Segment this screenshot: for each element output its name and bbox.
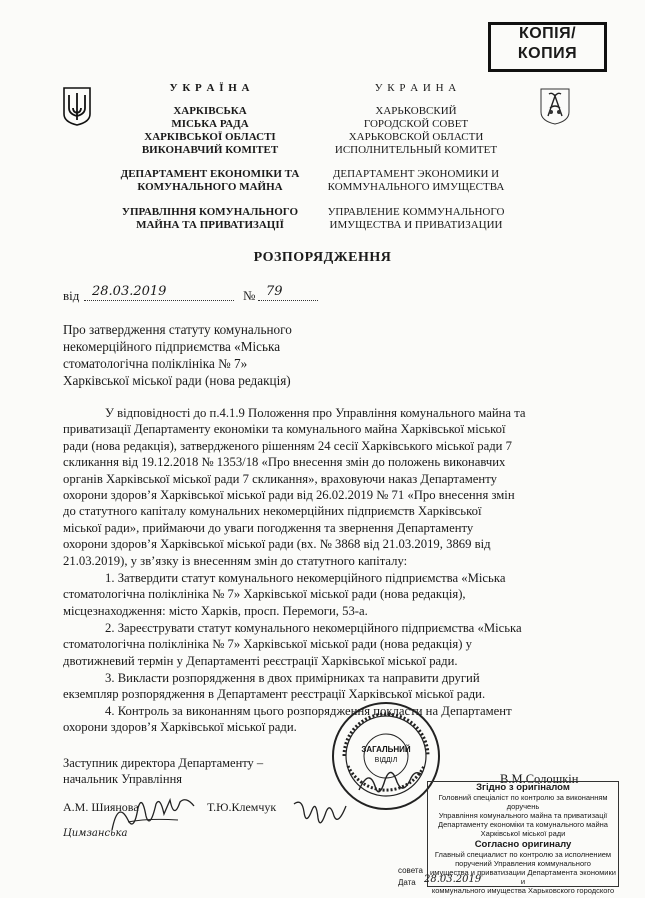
header-left-dept-2: КОМУНАЛЬНОГО МАЙНА bbox=[137, 181, 283, 193]
item-1-line: місцезнаходження: місто Харків, просп. Перемоги, 53-а. bbox=[63, 603, 368, 618]
item-2-line: 2. Зареєструвати статут комунального некомерційного підприємства «Міська bbox=[105, 621, 522, 635]
item-4-line: 4. Контроль за виконанням цього розпорядження покласти на Департамент bbox=[105, 704, 512, 718]
date-value: 28.03.2019 bbox=[92, 284, 167, 299]
body-line: ради (нова редакція), затвердженого рішенням 24 сесії Харківського міської ради 7 bbox=[63, 438, 512, 453]
header-right-country: У К Р А И Н А bbox=[374, 82, 458, 94]
subject-line: стоматологічна поліклініка № 7» bbox=[63, 356, 248, 371]
item-3 bbox=[63, 670, 583, 703]
header-left-council-1: ХАРКІВСЬКА bbox=[173, 105, 247, 117]
subject-line: Харківської міської ради (нова редакція) bbox=[63, 373, 291, 388]
header-right-dept-1: ДЕПАРТАМЕНТ ЭКОНОМИКИ И bbox=[332, 168, 500, 180]
body-line: У відповідності до п.4.1.9 Положення про Управління комунального майна та bbox=[105, 406, 526, 420]
signer-name: В.М.Солошкін bbox=[500, 772, 579, 786]
body-line: приватизації Департаменту економіки та комунального майна Харківської міської bbox=[63, 422, 506, 437]
trident-emblem bbox=[62, 86, 92, 126]
header-right-office-2: ИМУЩЕСТВА И ПРИВАТИЗАЦИИ bbox=[329, 219, 503, 231]
header-left-council-4: ВИКОНАВЧИЙ КОМІТЕТ bbox=[141, 144, 279, 156]
header-left-office-2: МАЙНА ТА ПРИВАТИЗАЦІЇ bbox=[136, 219, 284, 231]
header-right-office-1: УПРАВЛЕНИЕ КОММУНАЛЬНОГО bbox=[327, 206, 505, 218]
header-left bbox=[110, 82, 310, 232]
verify-sign-label: совета bbox=[398, 866, 423, 875]
verify-title-1: Згідно з оригіналом bbox=[476, 782, 570, 793]
header-right-council-1: ХАРЬКОВСКИЙ bbox=[375, 105, 457, 117]
approver-1: А.М. Шиянова bbox=[63, 800, 139, 814]
date-label: від bbox=[63, 288, 80, 303]
number-value: 79 bbox=[266, 284, 283, 299]
copy-stamp-line-2: КОПИЯ bbox=[517, 45, 578, 62]
verify-title-2: Согласно оригиналу bbox=[474, 839, 572, 850]
round-stamp-center-2: ВІДДІЛ bbox=[374, 757, 398, 764]
body-line: міської ради», приймаючи до уваги погодження та звернення Департаменту bbox=[63, 520, 474, 535]
header-right-council-3: ХАРЬКОВСКОЙ ОБЛАСТИ bbox=[348, 131, 484, 143]
signer-position-line: Заступник директора Департаменту – bbox=[63, 756, 264, 770]
item-4-line: охорони здоров’я Харківської міської ради. bbox=[63, 720, 297, 735]
kharkiv-emblem bbox=[538, 86, 572, 126]
verify-date-value: 28.03.2019 bbox=[424, 874, 482, 885]
subject-line: Про затвердження статуту комунального bbox=[63, 322, 292, 337]
verify-text-1: Департаменту економіки та комунального майна bbox=[438, 820, 608, 829]
item-2-line: стоматологічна поліклініка № 7» Харківської міської ради (нова редакція) у bbox=[63, 637, 472, 652]
verify-text-1: Управління комунального майна та приватизації bbox=[438, 811, 608, 820]
item-3-line: 3. Викласти розпорядження в двох примірниках та направити другий bbox=[105, 671, 480, 685]
body-line: до статутного капіталу комунальних некомерційних підприємств Харківської bbox=[63, 504, 482, 519]
verify-text-1: Головний спеціаліст по контролю за виконанням доручень bbox=[438, 793, 608, 811]
subject bbox=[63, 321, 335, 389]
item-1-line: 1. Затвердити статут комунального некомерційного підприємства «Міська bbox=[105, 571, 506, 585]
item-4 bbox=[63, 703, 583, 736]
verify-text-1: Харківської міської ради bbox=[480, 829, 566, 838]
item-1-line: стоматологічна поліклініка № 7» Харківської міської ради (нова редакція), bbox=[63, 587, 466, 602]
header-left-council-2: МІСЬКА РАДА bbox=[171, 118, 249, 130]
subject-line: некомерційного підприємства «Міська bbox=[63, 339, 281, 354]
copy-stamp-line-1: КОПІЯ/ bbox=[518, 25, 577, 42]
round-stamp-center-1: ЗАГАЛЬНИЙ bbox=[361, 745, 411, 754]
clerk-name: Цимзанська bbox=[63, 828, 128, 839]
header-right-dept-2: КОММУНАЛЬНОГО ИМУЩЕСТВА bbox=[327, 181, 505, 193]
copy-stamp bbox=[488, 22, 607, 72]
verify-text-2: имущества и приватизации Департамента экономики и bbox=[430, 868, 616, 886]
body-line: охорони здоров’я Харківської міської ради (вх. № 3868 від 21.03.2019, 3869 від bbox=[63, 537, 491, 552]
number-label: № bbox=[243, 288, 256, 303]
header-left-country: У К Р А Ї Н А bbox=[169, 82, 251, 94]
header-left-dept-1: ДЕПАРТАМЕНТ ЕКОНОМІКИ ТА bbox=[120, 168, 300, 180]
header-right bbox=[312, 82, 520, 232]
signer-position-line: начальник Управління bbox=[63, 772, 183, 786]
round-stamp bbox=[330, 700, 442, 812]
verification-stamp bbox=[427, 781, 619, 895]
item-3-line: екземпляр розпорядження в Департамент реєстрації Харківської міської ради. bbox=[63, 687, 486, 702]
header-right-council-2: ГОРОДСКОЙ СОВЕТ bbox=[363, 118, 469, 130]
header-right-council-4: ИСПОЛНИТЕЛЬНЫЙ КОМИТЕТ bbox=[334, 144, 498, 156]
document-title: РОЗПОРЯДЖЕННЯ bbox=[253, 250, 392, 265]
header-left-council-3: ХАРКІВСЬКОЇ ОБЛАСТІ bbox=[144, 131, 276, 143]
signer-position bbox=[63, 755, 263, 787]
body-line: 21.03.2019), у зв’язку із внесенням змін до статутного капіталу: bbox=[63, 553, 408, 568]
item-2 bbox=[63, 620, 583, 669]
body-line: органів Харківської міської ради 7 скликання», враховуючи наказ Департаменту bbox=[63, 471, 497, 486]
verify-date-label: Дата bbox=[398, 878, 416, 887]
signature-scribble-1 bbox=[108, 790, 198, 838]
verify-text-2: Главный специалист по контролю за исполнением bbox=[434, 850, 612, 859]
verify-text-2: поручений Управления коммунального bbox=[455, 859, 591, 868]
approver-2: Т.Ю.Клемчук bbox=[207, 800, 277, 814]
verify-text-2: коммунального имущества Харьковского городского bbox=[431, 886, 615, 895]
item-2-line: двотижневий термін у Департаменті реєстрації Харківської міської ради. bbox=[63, 653, 458, 668]
body-paragraph bbox=[63, 405, 583, 569]
body-line: охорони здоров’я Харківської міської ради від 26.02.2019 № 71 «Про внесення змін bbox=[63, 488, 515, 503]
header-left-office-1: УПРАВЛІННЯ КОМУНАЛЬНОГО bbox=[121, 206, 299, 218]
body-line: скликання від 19.12.2018 № 1353/18 «Про внесення змін до положень виконавчих bbox=[63, 455, 506, 470]
item-1 bbox=[63, 570, 583, 619]
number-underline bbox=[258, 300, 318, 301]
date-underline bbox=[84, 300, 234, 301]
